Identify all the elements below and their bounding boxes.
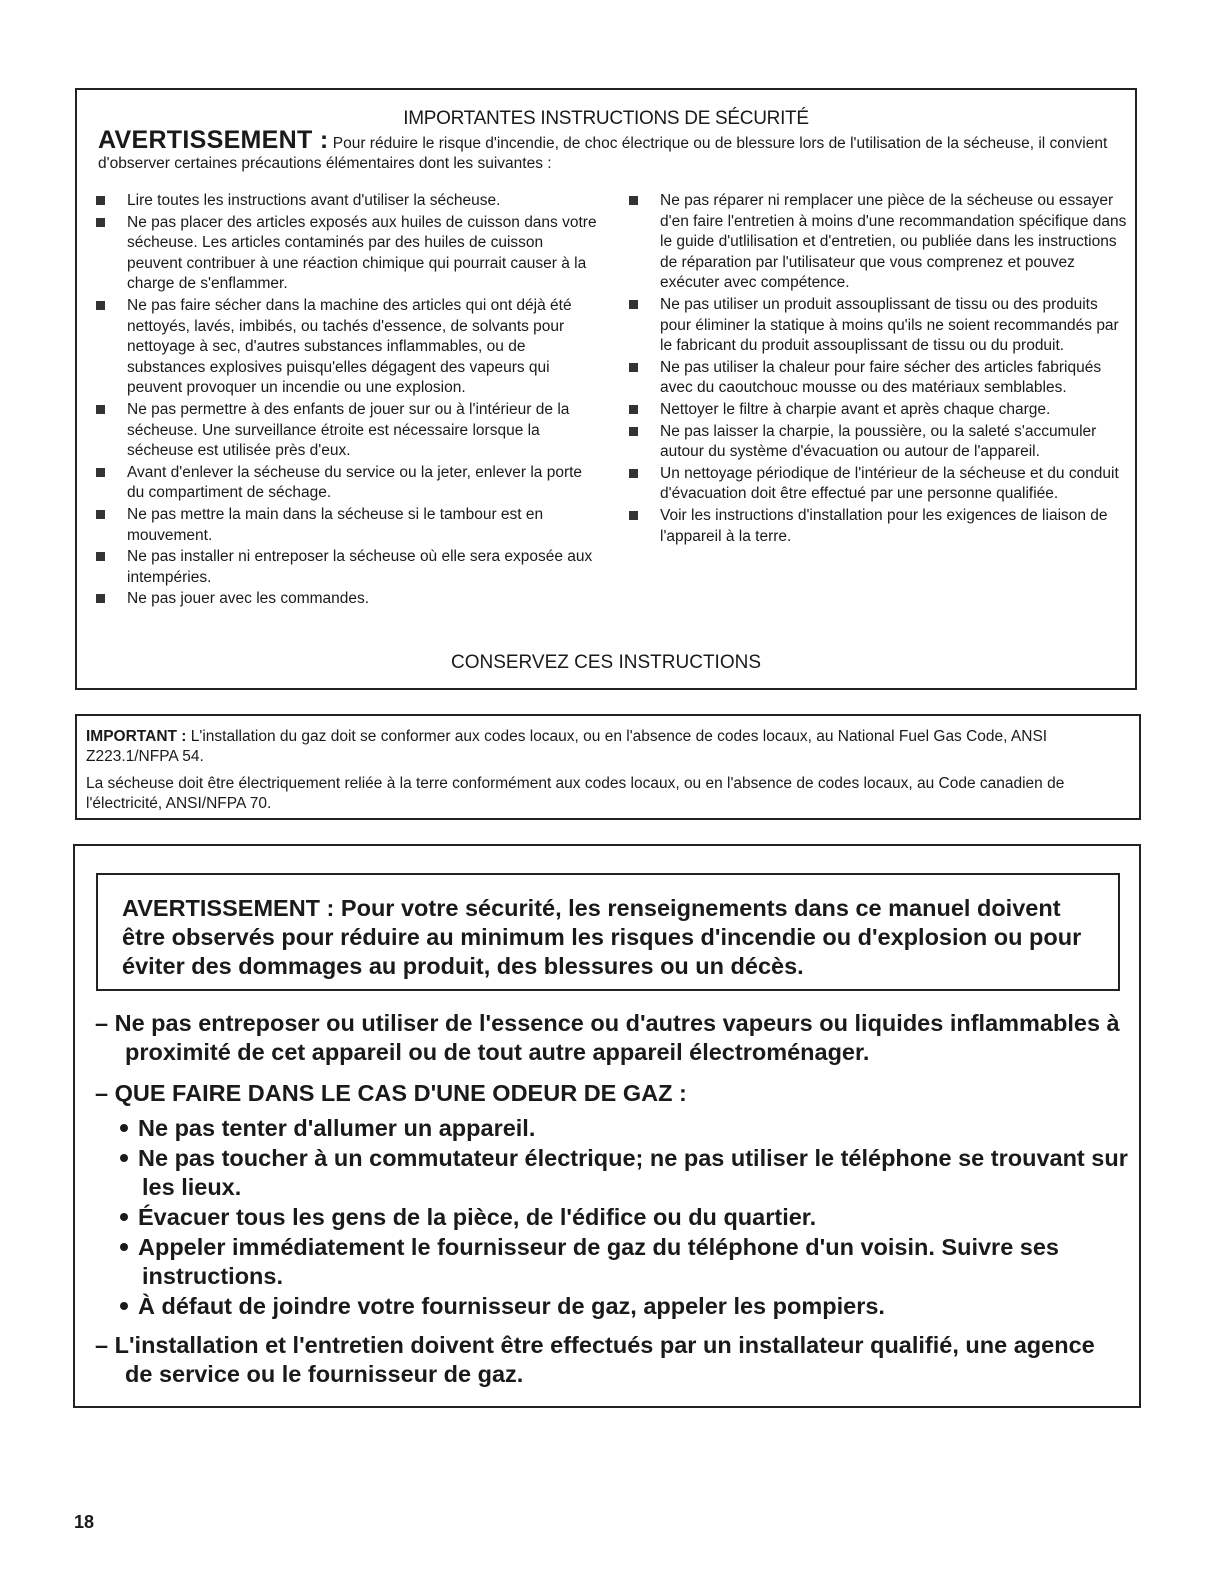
square-bullet-icon [629, 511, 638, 520]
safety-list-left [87, 191, 597, 611]
dot-bullet-icon [120, 1302, 128, 1310]
dot-item: Ne pas tenter d'allumer un appareil. [85, 1114, 1162, 1143]
dot-item: Appeler immédiatement le fournisseur de gaz du téléphone d'un voisin. Suivre ses instructions. [85, 1233, 1162, 1291]
important-paragraph: IMPORTANT : L'installation du gaz doit se conformer aux codes locaux, ou en l'absence de codes locaux, au National Fuel Gas Code, ANSI Z223.1/NFPA 54. [86, 728, 1048, 765]
gas-warning-box [73, 844, 1141, 1408]
dash-item-installation: – L'installation et l'entretien doivent être effectués par un installateur qualifié, une agence de service ou le fournisseur de gaz. [95, 1332, 1095, 1387]
list-item: Voir les instructions d'installation pour les exigences de liaison de l'appareil à la terre. [620, 506, 1132, 547]
dot-bullet-icon [120, 1154, 128, 1162]
square-bullet-icon [629, 196, 638, 205]
square-bullet-icon [629, 469, 638, 478]
list-item: Ne pas utiliser un produit assouplissant de tissu ou des produits pour éliminer la statique à moins qu'ils ne soient recommandés par le fabricant du produit assouplissant de tissu ou du produit. [620, 295, 1132, 357]
list-item: Ne pas mettre la main dans la sécheuse si le tambour est en mouvement. [87, 505, 597, 546]
dot-item: À défaut de joindre votre fournisseur de gaz, appeler les pompiers. [85, 1292, 1162, 1321]
important-label: IMPORTANT : [86, 728, 187, 745]
dash-item-gas-odor: – QUE FAIRE DANS LE CAS D'UNE ODEUR DE GAZ : [95, 1080, 687, 1106]
safety-instructions-box [75, 88, 1137, 690]
list-item: Avant d'enlever la sécheuse du service ou la jeter, enlever la porte du compartiment de séchage. [87, 463, 597, 504]
list-item: Nettoyer le filtre à charpie avant et après chaque charge. [620, 400, 1132, 421]
dot-bullet-icon [120, 1124, 128, 1132]
warning-text: Pour réduire le risque d'incendie, de choc électrique ou de blessure lors de l'utilisation de la sécheuse, il convient d'observer certaines précautions élémentaires dont les suivantes : [98, 135, 1108, 172]
safety-list-right [620, 191, 1132, 548]
square-bullet-icon [96, 218, 105, 227]
square-bullet-icon [96, 468, 105, 477]
important-note-box [75, 714, 1141, 820]
grounding-paragraph: La sécheuse doit être électriquement reliée à la terre conformément aux codes locaux, ou en l'absence de codes locaux, au Code canadien de l'électricité, ANSI/NFPA 70. [86, 775, 1065, 812]
safety-title: IMPORTANTES INSTRUCTIONS DE SÉCURITÉ [403, 108, 809, 129]
square-bullet-icon [96, 594, 105, 603]
dot-item: Ne pas toucher à un commutateur électrique; ne pas utiliser le téléphone se trouvant sur les lieux. [85, 1144, 1162, 1202]
dot-item: Évacuer tous les gens de la pièce, de l'édifice ou du quartier. [85, 1203, 1162, 1232]
square-bullet-icon [629, 427, 638, 436]
dot-bullet-icon [120, 1243, 128, 1251]
warning-label: AVERTISSEMENT : [98, 126, 329, 154]
list-item: Ne pas laisser la charpie, la poussière, ou la saleté s'accumuler autour du système d'évacuation ou autour de l'appareil. [620, 422, 1132, 463]
square-bullet-icon [96, 405, 105, 414]
page-number: 18 [74, 1512, 95, 1532]
list-item: Ne pas réparer ni remplacer une pièce de la sécheuse ou essayer d'en faire l'entretien à moins d'une recommandation spécifique dans le guide d'utlilisation et d'entretien, ou publiée dans les instructions de réparation par l'utilisateur que vous comprenez et pouvez exécuter avec compétence. [620, 191, 1132, 294]
list-item: Lire toutes les instructions avant d'utiliser la sécheuse. [87, 191, 597, 212]
list-item: Ne pas installer ni entreposer la sécheuse où elle sera exposée aux intempéries. [87, 547, 597, 588]
list-item: Ne pas utiliser la chaleur pour faire sécher des articles fabriqués avec du caoutchouc mousse ou des matériaux semblables. [620, 358, 1132, 399]
square-bullet-icon [96, 552, 105, 561]
list-item: Ne pas jouer avec les commandes. [87, 589, 597, 610]
list-item: Un nettoyage périodique de l'intérieur de la sécheuse et du conduit d'évacuation doit être effectué par une personne qualifiée. [620, 464, 1132, 505]
gas-warning-heading: AVERTISSEMENT : Pour votre sécurité, les renseignements dans ce manuel doivent être observés pour réduire au minimum les risques d'incendie ou d'explosion ou pour éviter des dommages au produit, des blessures ou un décès. [96, 873, 1120, 991]
list-item: Ne pas placer des articles exposés aux huiles de cuisson dans votre sécheuse. Les articles contaminés par des huiles de cuisson peuvent contribuer à une réaction chimique qui pourrait causer à la charge de s'enflammer. [87, 213, 597, 295]
dash-item-no-storage: – Ne pas entreposer ou utiliser de l'essence ou d'autres vapeurs ou liquides inflammables à proximité de cet appareil ou de tout autre appareil électroménager. [95, 1010, 1120, 1065]
square-bullet-icon [96, 196, 105, 205]
dot-bullet-icon [120, 1213, 128, 1221]
conserve-footer: CONSERVEZ CES INSTRUCTIONS [450, 652, 762, 673]
square-bullet-icon [96, 510, 105, 519]
safety-warning [98, 126, 1118, 174]
square-bullet-icon [629, 300, 638, 309]
square-bullet-icon [629, 363, 638, 372]
square-bullet-icon [96, 301, 105, 310]
square-bullet-icon [629, 405, 638, 414]
list-item: Ne pas faire sécher dans la machine des articles qui ont déjà été nettoyés, lavés, imbibés, ou tachés d'essence, de solvants pour nettoyage à sec, d'autres substances inflammables, ou de substances explosives puisqu'elles dégagent des vapeurs qui peuvent provoquer un incendie ou une explosion. [87, 296, 597, 399]
list-item: Ne pas permettre à des enfants de jouer sur ou à l'intérieur de la sécheuse. Une surveillance étroite est nécessaire lorsque la sécheuse est utilisée près d'eux. [87, 400, 597, 462]
